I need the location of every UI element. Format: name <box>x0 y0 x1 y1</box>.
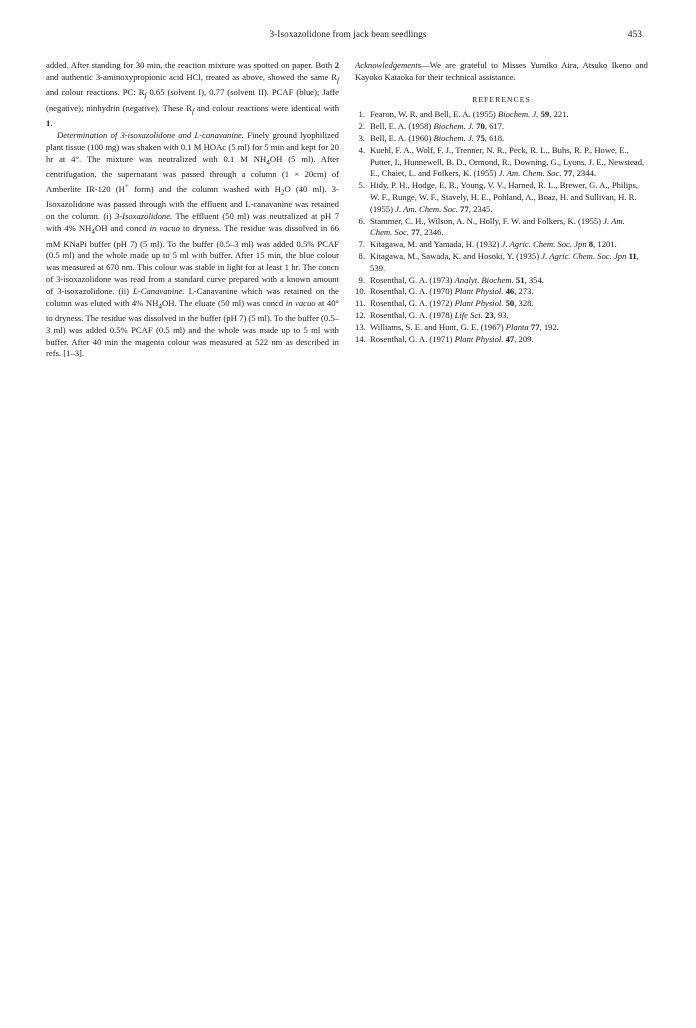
text-run: L-Canavanine which was retained on the column was eluted with 4% NH <box>46 285 339 308</box>
reference-volume: 47 <box>503 333 515 344</box>
reference-volume: 23 <box>482 309 494 320</box>
reference-item <box>355 310 648 322</box>
text-run: form) and the column washed with H <box>128 183 281 194</box>
reference-pages: , 1201. <box>593 239 617 250</box>
reference-volume: 77 <box>458 203 469 214</box>
reference-volume: 77 <box>528 321 540 332</box>
rf-subscript: f <box>144 92 147 101</box>
reference-authors: Bell, E. A. (1958) <box>370 121 434 132</box>
reference-volume: 75 <box>473 132 485 143</box>
left-column <box>46 60 339 360</box>
reference-authors: Rosenthal, G. A. (1973) <box>370 274 455 285</box>
text-run: . <box>50 118 53 129</box>
reference-number: 10. <box>355 286 366 297</box>
text-run: to dryness. The residue was dissolved in 66 mM KNaPi buffer (pH 7) (5 ml). To the buffer (0.5–3 ml) was added 0.5% PCAF (0.5 ml) and the whole made up to 5 ml with buffer. After 15 min, the blue colour was measured at 670 nm. This colour was stable in light for at least 1 hr. The concn of 3-isoxazolidone was read from a standard curve prepared with a known amount of 3-isoxazolidone. (ii) <box>46 223 339 296</box>
page-number: 453 <box>627 29 642 39</box>
reference-authors: Rosenthal, G. A. (1978) <box>370 309 455 320</box>
text-run: and colour reactions were identical with <box>193 102 340 113</box>
reference-pages: , 2345. <box>468 203 493 214</box>
reference-journal: Analyt. Biochem. <box>454 274 514 285</box>
reference-journal: Plant Physiol. <box>454 333 504 344</box>
reference-item <box>355 121 648 133</box>
reference-journal: J. Agric. Chem. Soc. Jpn <box>501 239 587 250</box>
reference-pages: , 539. <box>370 250 639 273</box>
reference-journal: Biochem. J. <box>433 132 474 143</box>
reference-item <box>355 180 648 215</box>
reference-number: 4. <box>358 144 365 155</box>
reference-journal: Plant Physiol. <box>454 298 504 309</box>
reference-volume: 77 <box>409 227 420 238</box>
reference-journal: J. Am. Chem. Soc. <box>370 215 625 238</box>
reference-pages: , 221. <box>549 109 569 120</box>
italic-term: in vacuo <box>149 223 180 234</box>
reference-item <box>355 286 648 298</box>
acknowledgements <box>355 60 648 84</box>
running-title: 3-Isoxazolidone from jack bean seedlings <box>269 29 427 39</box>
subsection-heading: L-Canavanine. <box>133 285 185 296</box>
reference-item <box>355 145 648 180</box>
reference-number: 7. <box>358 239 365 250</box>
reference-journal: Planta <box>505 321 529 332</box>
determination-paragraph <box>46 130 339 360</box>
reference-number: 8. <box>358 250 365 261</box>
compound-number: 1 <box>46 118 51 129</box>
reference-item <box>355 298 648 310</box>
reference-item <box>355 216 648 240</box>
reference-pages: , 209. <box>514 333 534 344</box>
reference-list <box>355 109 648 345</box>
reference-volume: 51 <box>513 274 525 285</box>
reference-pages: , 2344. <box>572 168 596 179</box>
reference-number: 1. <box>358 109 365 120</box>
reference-volume: 77 <box>561 168 573 179</box>
reference-authors: Rosenthal, G. A. (1971) <box>370 333 455 344</box>
subscript: 4 <box>158 302 162 311</box>
text-run: OH and concd <box>94 223 150 234</box>
reference-authors: Bell, E. A. (1960) <box>370 132 434 143</box>
text-run: The effluent (50 ml) was neutralized at pH 7 with 4% NH <box>46 211 339 234</box>
reference-journal: Life Sci. <box>454 309 483 320</box>
reference-item <box>355 322 648 334</box>
reference-authors: Kitagawa, M., Sawada, K. and Hosoki, Y. (1935) <box>370 250 542 261</box>
text-run: at 40° to dryness. The residue was dissolved in the buffer (pH 7) (5 ml). To the buffer (0.5–3 ml) was added 0.5% PCAF (0.5 ml) and the whole was made up to 5 ml with buffer. After 40 min the magenta colour was measured at 522 nm as described in refs. [1–3]. <box>46 297 339 359</box>
rf-subscript: f <box>191 107 194 116</box>
section-heading: Determination of 3-isoxazolidone and L-canavanine. <box>57 130 245 141</box>
reference-journal: Biochem. J. <box>433 121 474 132</box>
reference-item <box>355 109 648 121</box>
reference-item <box>355 334 648 346</box>
reference-volume: 11 <box>626 250 637 261</box>
reference-pages: , 192. <box>539 321 559 332</box>
reference-number: 5. <box>358 180 365 191</box>
italic-term: in vacuo <box>285 297 316 308</box>
text-run: added. After standing for 30 min, the reaction mixture was spotted on paper. Both <box>46 60 335 70</box>
subscript: 4 <box>91 227 95 236</box>
reference-journal: Biochem. J. <box>497 109 539 120</box>
reference-volume: 46 <box>503 286 515 297</box>
reference-volume: 50 <box>503 298 515 309</box>
reference-pages: , 618. <box>484 132 505 143</box>
reference-number: 6. <box>358 215 365 226</box>
ack-heading: Acknowledgements <box>355 60 422 70</box>
reference-journal: J. Am. Chem. Soc. <box>395 203 458 214</box>
references-title: REFERENCES <box>472 94 531 104</box>
reference-authors: Stammer, C. H., Wilson, A. N., Holly, F. W. and Folkers, K. (1955) <box>370 215 604 226</box>
subsection-heading: 3-Isoxazolidone. <box>114 211 173 222</box>
subscript: 4 <box>266 158 270 167</box>
reference-number: 12. <box>355 309 366 320</box>
text-run: and colour reactions. PC: R <box>46 87 145 98</box>
reference-item <box>355 251 648 275</box>
reference-journal: Plant Physiol. <box>454 286 504 297</box>
text-run: OH (5 ml). After centrifugation, the supernatant was passed through a column (1 × 20cm) of Amberlite IR-120 (H <box>46 153 340 194</box>
ack-text: —We are grateful to Misses Yumiko Aira, Atsuko Ikeno and Kayoko Kataoka for their technical assistance. <box>355 60 648 82</box>
reference-authors: Kitagawa, M. and Yamada, H. (1932) <box>370 239 502 250</box>
text-run: O (40 ml). 3-Isoxazolidone was passed through with the effluent and L-canavanine was retained on the column. (i) <box>46 183 339 222</box>
reference-item <box>355 239 648 251</box>
reference-volume: 70 <box>473 121 485 132</box>
compound-number: 2 <box>334 60 339 70</box>
reference-item <box>355 133 648 145</box>
reference-journal: J. Agric. Chem. Soc. Jpn <box>541 250 627 261</box>
text-run: and authentic 3-aminoxypropionic acid HCl, treated as above, showed the same R <box>46 71 337 82</box>
reference-pages: , 354. <box>524 274 544 285</box>
reference-pages: , 2346. <box>419 227 444 238</box>
reference-number: 11. <box>355 298 366 309</box>
reference-journal: J. Am. Chem. Soc. <box>498 168 562 179</box>
right-column <box>355 60 648 345</box>
reference-number: 14. <box>355 333 366 344</box>
text-run: OH. The eluate (50 ml) was concd <box>161 297 286 308</box>
reference-authors: Rosenthal, G. A. (1970) <box>370 286 455 297</box>
reference-number: 9. <box>358 274 365 285</box>
reference-authors: Hidy, P. H., Hodge, E. B., Young, V. V., Harned, R. L., Brewer, G. A., Philips, W. F., Runge, W. F., Stavely, H. E., Pohland, A., Boaz, H. and Sullivan, H. R. (1955) <box>370 180 638 214</box>
rf-subscript: f <box>337 76 339 85</box>
reference-number: 3. <box>358 132 365 143</box>
reference-pages: , 93. <box>493 309 509 320</box>
reference-authors: Williams, S. E. and Hunt, G. E. (1967) <box>370 321 506 332</box>
reference-pages: , 273. <box>514 286 534 297</box>
reference-number: 2. <box>358 121 365 132</box>
superscript: + <box>124 182 129 191</box>
reference-authors: Fearon, W. R. and Bell, E. A. (1955) <box>370 109 498 120</box>
text-run: 0.65 (solvent I), 0.77 (solvent II). PCAF (blue); Jaffe (negative); ninhydrin (negative). These R <box>46 87 339 113</box>
reference-volume: 59 <box>538 109 550 120</box>
reference-volume: 8 <box>586 239 594 250</box>
reference-pages: , 328. <box>514 298 534 309</box>
text-run: Finely ground lyophilized plant tissue (100 mg) was shaken with 0.1 M HOAc (5 ml) for 5 min and kept for 20 hr at 4°. The mixture was neutralized with 0.1 M NH <box>46 130 339 164</box>
reference-item <box>355 275 648 287</box>
subscript: 2 <box>280 188 285 197</box>
reference-number: 13. <box>355 321 366 332</box>
reference-authors: Rosenthal, G. A. (1972) <box>370 298 455 309</box>
reference-authors: Kuehl, F. A., Wolf, F. J., Trenner, N. R., Peck, R. L., Buhs, R. P., Howe, E., Putter, I., Hunnewell, B. D., Ormond, R., Downing, G., Lyons, J. E., Newstead, E., Chaiet, L. and Folkers, K. (1955) <box>370 144 645 179</box>
reference-pages: , 617. <box>484 121 505 132</box>
results-paragraph-end <box>46 60 339 130</box>
